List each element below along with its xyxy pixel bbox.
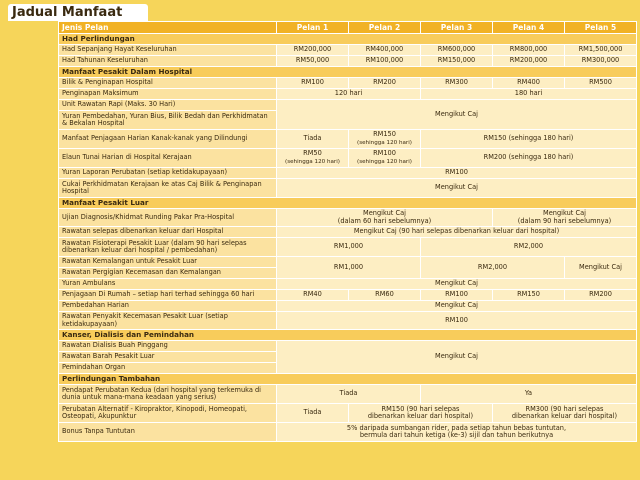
cell-value <box>277 149 349 168</box>
cell-value <box>349 130 421 149</box>
cell-value: RM100,000 <box>349 56 421 67</box>
cell-value <box>493 209 637 227</box>
cell-line: dibenarkan keluar dari hospital) <box>511 412 618 420</box>
row-label: Ujian Diagnosis/Khidmat Runding Pakar Pra-Hospital <box>59 209 277 227</box>
cell-value <box>493 404 637 423</box>
cell-value: RM60 <box>349 290 421 301</box>
table-row <box>59 341 637 352</box>
table-row <box>59 312 637 330</box>
row-label: Penjagaan Di Rumah – setiap hari terhad sehingga 60 hari <box>59 290 277 301</box>
table-row <box>59 56 637 67</box>
row-label: Yuran Laporan Perubatan (setiap ketidakupayaan) <box>59 168 277 179</box>
cell-value: Mengikut Caj <box>565 257 637 279</box>
row-label: Manfaat Penjagaan Harian Kanak-kanak yang Dilindungi <box>59 130 277 149</box>
row-label: Cukai Perkhidmatan Kerajaan ke atas Caj Bilik & Penginapan Hospital <box>59 179 277 198</box>
cell-value: Mengikut Caj <box>277 279 637 290</box>
cell-line: 5% daripada sumbangan rider, pada setiap tahun bebas tuntutan, <box>346 423 567 432</box>
cell-value: RM150 (sehingga 180 hari) <box>421 130 637 149</box>
cell-value: RM1,000 <box>277 257 421 279</box>
row-label: Rawatan Penyakit Kecemasan Pesakit Luar (setiap ketidakupayaan) <box>59 312 277 330</box>
section-title-inpatient: Manfaat Pesakit Dalam Hospital <box>59 67 637 78</box>
table-row <box>59 385 637 404</box>
cell-value: RM2,000 <box>421 257 565 279</box>
table-row <box>59 301 637 312</box>
section-header <box>59 198 637 209</box>
cell-line: dibenarkan keluar dari hospital) <box>367 412 474 420</box>
table-row <box>59 149 637 168</box>
row-label: Rawatan Dialisis Buah Pinggang <box>59 341 277 352</box>
cell-value: RM400 <box>493 78 565 89</box>
row-label: Penginapan Maksimum <box>59 89 277 100</box>
table-row <box>59 290 637 301</box>
cell-line: RM50 <box>303 149 322 157</box>
section-title-coverage-limit: Had Perlindungan <box>59 34 637 45</box>
cell-value: Mengikut Caj <box>277 179 637 198</box>
cell-value: RM1,000 <box>277 238 421 257</box>
section-header <box>59 330 637 341</box>
cell-line: (sehingga 120 hari) <box>285 158 340 165</box>
cell-value: RM200 <box>565 290 637 301</box>
cell-value: RM100 <box>421 290 493 301</box>
cell-value: RM400,000 <box>349 45 421 56</box>
section-title-cancer-dialysis: Kanser, Dialisis dan Pemindahan <box>59 330 637 341</box>
cell-value: RM40 <box>277 290 349 301</box>
cell-value: RM300 <box>421 78 493 89</box>
table-row <box>59 130 637 149</box>
header-row <box>59 22 637 34</box>
cell-value: 180 hari <box>421 89 637 100</box>
section-title-additional: Perlindungan Tambahan <box>59 374 637 385</box>
section-title-outpatient: Manfaat Pesakit Luar <box>59 198 637 209</box>
header-plan-1: Pelan 1 <box>277 22 349 34</box>
row-label: Had Tahunan Keseluruhan <box>59 56 277 67</box>
cell-value: Mengikut Caj <box>277 341 637 374</box>
title-tab <box>8 4 148 21</box>
cell-value: RM200,000 <box>277 45 349 56</box>
table-row <box>59 168 637 179</box>
table-row <box>59 279 637 290</box>
cell-line: RM100 <box>373 149 396 157</box>
table-row <box>59 45 637 56</box>
cell-value: RM2,000 <box>421 238 637 257</box>
cell-value: Mengikut Caj <box>277 100 637 130</box>
section-header <box>59 67 637 78</box>
cell-line: RM150 (90 hari selepas <box>381 404 460 413</box>
row-label: Bonus Tanpa Tuntutan <box>59 423 277 442</box>
cell-value <box>277 423 637 442</box>
row-label: Yuran Pembedahan, Yuran Bius, Bilik Bedah dan Perkhidmatan & Bekalan Hospital <box>59 111 277 130</box>
cell-line: RM150 <box>373 130 396 138</box>
row-label: Rawatan Barah Pesakit Luar <box>59 352 277 363</box>
table-row <box>59 78 637 89</box>
cell-line: (sehingga 120 hari) <box>357 158 412 165</box>
cell-value: RM200 (sehingga 180 hari) <box>421 149 637 168</box>
row-label: Perubatan Alternatif - Kiropraktor, Kinopodi, Homeopati, Osteopati, Akupunktur <box>59 404 277 423</box>
cell-value <box>349 404 493 423</box>
header-plan-3: Pelan 3 <box>421 22 493 34</box>
table-row <box>59 100 637 111</box>
cell-value: RM150 <box>493 290 565 301</box>
table-row <box>59 238 637 257</box>
row-label: Unit Rawatan Rapi (Maks. 30 Hari) <box>59 100 277 111</box>
row-label: Pemindahan Organ <box>59 363 277 374</box>
cell-value: Ya <box>421 385 637 404</box>
cell-line: (dalam 60 hari sebelumnya) <box>337 216 432 225</box>
row-label: Pembedahan Harian <box>59 301 277 312</box>
benefit-table <box>58 21 637 442</box>
row-label: Rawatan Fisioterapi Pesakit Luar (dalam 90 hari selepas dibenarkan keluar dari hospital / pembedahan) <box>59 238 277 257</box>
cell-line: Mengikut Caj <box>363 209 406 217</box>
header-plan-type: Jenis Pelan <box>59 22 277 34</box>
cell-line: Mengikut Caj <box>543 209 586 217</box>
row-label: Elaun Tunai Harian di Hospital Kerajaan <box>59 149 277 168</box>
cell-value: RM100 <box>277 78 349 89</box>
cell-value: RM100 <box>277 312 637 330</box>
cell-value: Mengikut Caj <box>277 301 637 312</box>
cell-value: Tiada <box>277 130 349 149</box>
table-row <box>59 404 637 423</box>
cell-line: RM300 (90 hari selepas <box>525 404 604 413</box>
table-row <box>59 227 637 238</box>
cell-value: RM200 <box>349 78 421 89</box>
row-label: Had Sepanjang Hayat Keseluruhan <box>59 45 277 56</box>
header-plan-2: Pelan 2 <box>349 22 421 34</box>
row-label: Rawatan Pergigian Kecemasan dan Kemalangan <box>59 268 277 279</box>
table-row <box>59 89 637 100</box>
cell-value <box>349 149 421 168</box>
cell-value: RM100 <box>277 168 637 179</box>
table-row <box>59 179 637 198</box>
cell-value <box>277 209 493 227</box>
cell-value: Tiada <box>277 404 349 423</box>
page-title: Jadual Manfaat <box>12 5 123 20</box>
section-header <box>59 374 637 385</box>
row-label: Rawatan Kemalangan untuk Pesakit Luar <box>59 257 277 268</box>
table-row <box>59 423 637 442</box>
section-header <box>59 34 637 45</box>
cell-line: bermula dari tahun ketiga (ke-3) sijil dan tahun berikutnya <box>359 431 554 439</box>
cell-value: RM600,000 <box>421 45 493 56</box>
row-label: Bilik & Penginapan Hospital <box>59 78 277 89</box>
header-plan-4: Pelan 4 <box>493 22 565 34</box>
cell-value: 120 hari <box>277 89 421 100</box>
cell-value: RM200,000 <box>493 56 565 67</box>
row-label: Pendapat Perubatan Kedua (dari hospital yang terkemuka di dunia untuk mana-mana keadaan yang serius) <box>59 385 277 404</box>
row-label: Rawatan selepas dibenarkan keluar dari Hospital <box>59 227 277 238</box>
cell-value: Mengikut Caj (90 hari selepas dibenarkan keluar dari hospital) <box>277 227 637 238</box>
row-label: Yuran Ambulans <box>59 279 277 290</box>
cell-value: RM50,000 <box>277 56 349 67</box>
cell-value: RM500 <box>565 78 637 89</box>
cell-value: Tiada <box>277 385 421 404</box>
cell-line: (sehingga 120 hari) <box>357 139 412 146</box>
header-plan-5: Pelan 5 <box>565 22 637 34</box>
table-row <box>59 257 637 268</box>
cell-line: (dalam 90 hari sebelumnya) <box>517 216 612 225</box>
cell-value: RM1,500,000 <box>565 45 637 56</box>
table-row <box>59 209 637 227</box>
cell-value: RM800,000 <box>493 45 565 56</box>
cell-value: RM150,000 <box>421 56 493 67</box>
cell-value: RM300,000 <box>565 56 637 67</box>
